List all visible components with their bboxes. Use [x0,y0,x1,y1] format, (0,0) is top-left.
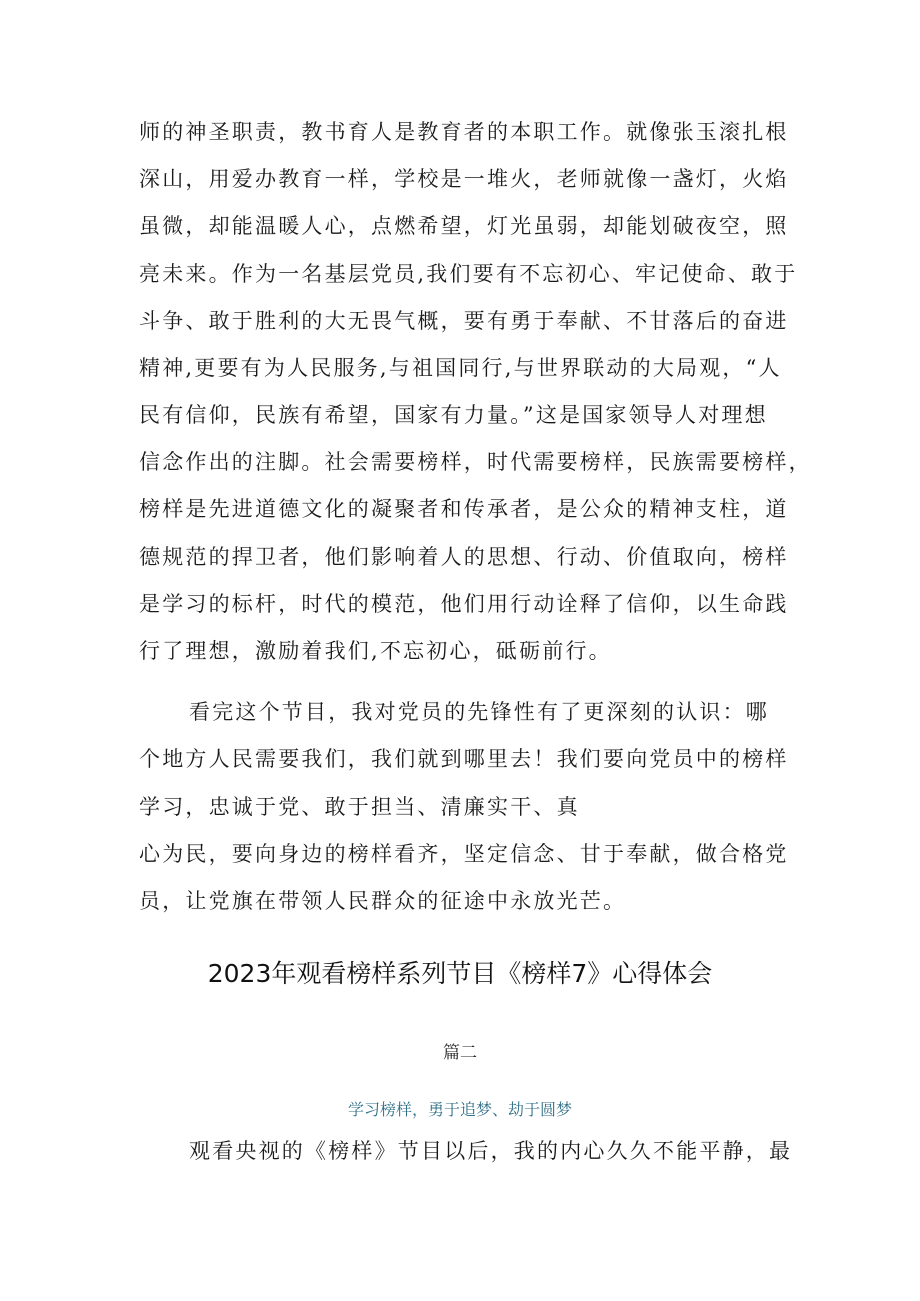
paragraph-line: 个地方人民需要我们，我们就到哪里去！我们要向党员中的榜样 [139,747,789,771]
paragraph-line: 榜样是先进道德文化的凝聚者和传承者，是公众的精神支柱，道 [139,497,789,521]
article-title: 2023年观看榜样系列节目《榜样7》心得体会 [207,959,713,988]
section-subtitle: 学习榜样，勇于追梦、劫于圆梦 [347,1100,572,1119]
paragraph-line: 信念作出的注脚。社会需要榜样，时代需要榜样，民族需要榜样， [139,450,812,474]
paragraph-line: 师的神圣职责，教书育人是教育者的本职工作。就像张玉滚扎根 [139,120,789,144]
paragraph-line: 心为民，要向身边的榜样看齐，坚定信念、甘于奉献，做合格党 [139,842,789,866]
paragraph-line: 观看央视的《榜样》节目以后，我的内心久久不能平静，最 [189,1139,793,1163]
paragraph-line: 虽微，却能温暖人心，点燃希望，灯光虽弱，却能划破夜空，照 [139,214,789,238]
paragraph-line: 行了理想，激励着我们,不忘初心，砥砺前行。 [139,639,612,663]
paragraph-line: 看完这个节目，我对党员的先锋性有了更深刻的认识：哪 [189,700,769,724]
paragraph-line: 亮未来。作为一名基层党员,我们要有不忘初心、牢记使命、敢于 [139,262,798,286]
paragraph-line: 是学习的标杆，时代的模范，他们用行动诠释了信仰，以生命践 [139,592,789,616]
part-label: 篇二 [443,1043,477,1063]
paragraph-line: 精神,更要有为人民服务,与祖国同行,与世界联动的大局观，“人 [139,356,782,380]
paragraph-line: 民有信仰，民族有希望，国家有力量。”这是国家领导人对理想 [139,403,768,427]
paragraph-line: 学习，忠诚于党、敢于担当、清廉实干、真 [139,795,580,819]
paragraph-line: 员，让党旗在带领人民群众的征途中永放光芒。 [139,889,627,913]
paragraph-line: 深山，用爱办教育一样，学校是一堆火，老师就像一盏灯，火焰 [139,167,789,191]
paragraph-line: 德规范的捍卫者，他们影响着人的思想、行动、价值取向，榜样 [139,545,789,569]
paragraph-line: 斗争、敢于胜利的大无畏气概，要有勇于奉献、不甘落后的奋进 [139,309,789,333]
